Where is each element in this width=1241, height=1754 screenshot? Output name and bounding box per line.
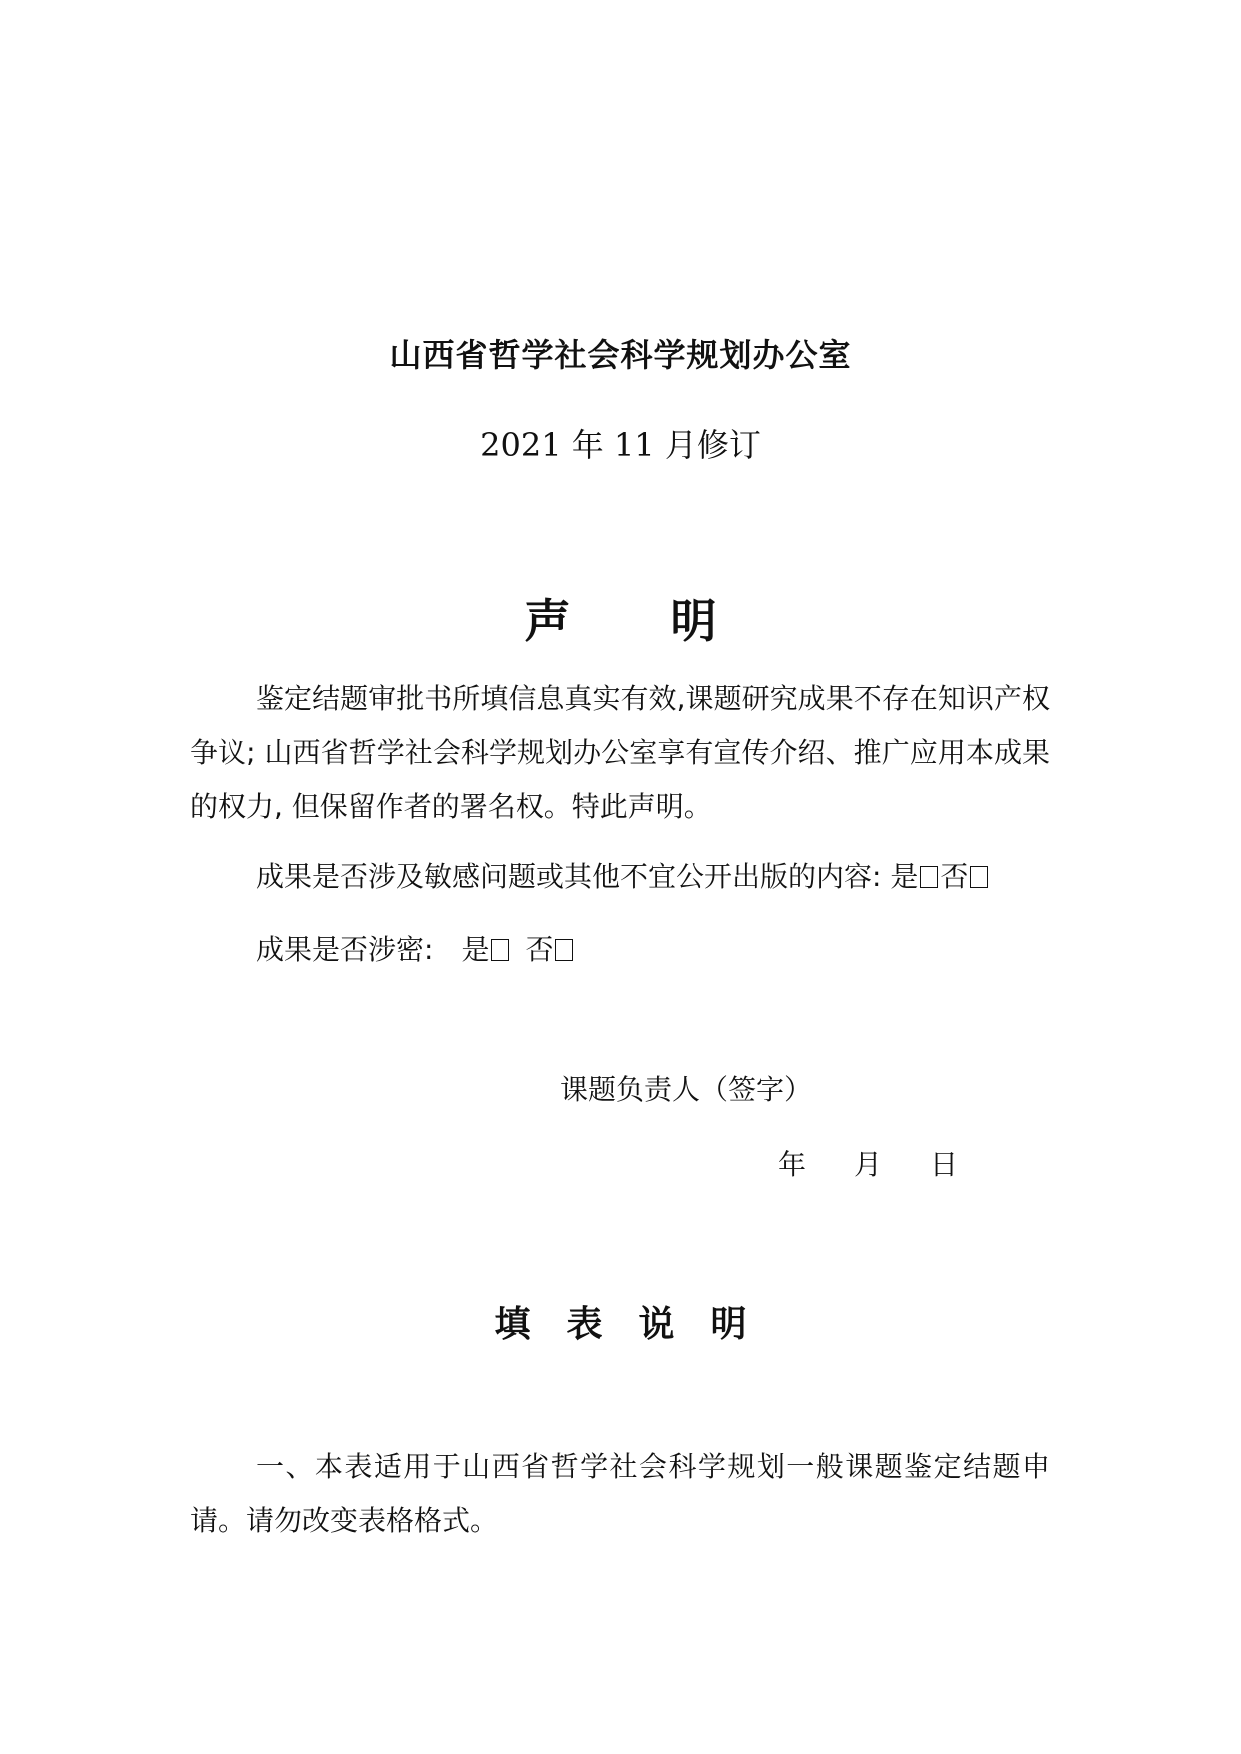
classified-yes-label: 是 (461, 933, 490, 966)
revision-date: 2021 年 11 月修订 (480, 426, 761, 464)
office-name: 山西省哲学社会科学规划办公室 (389, 336, 852, 374)
classified-no-label: 否 (525, 933, 554, 966)
sensitive-question-label: 成果是否涉及敏感问题或其他不宜公开出版的内容: (256, 860, 882, 893)
classified-question-label: 成果是否涉密: (256, 933, 434, 966)
classified-question (256, 928, 575, 968)
classified-yes-checkbox[interactable] (491, 939, 509, 961)
date-day-label: 日 (930, 1148, 959, 1181)
sensitive-content-question (256, 855, 990, 895)
declaration-title: 声明 (524, 594, 817, 648)
signer-label: 课题负责人（签字） (560, 1073, 813, 1106)
signature-date (778, 1143, 958, 1183)
sensitive-no-label: 否 (940, 860, 969, 893)
date-year-label: 年 (778, 1148, 807, 1181)
sensitive-no-checkbox[interactable] (970, 866, 988, 888)
sensitive-yes-checkbox[interactable] (920, 866, 938, 888)
declaration-body: 鉴定结题审批书所填信息真实有效,课题研究成果不存在知识产权争议; 山西省哲学社会科学规划办公室享有宣传介绍、推广应用本成果的权力, 但保留作者的署名权。特此声明。 (190, 682, 1050, 823)
date-month-label: 月 (854, 1148, 883, 1181)
classified-no-checkbox[interactable] (555, 939, 573, 961)
sensitive-yes-label: 是 (890, 860, 919, 893)
instructions-title: 填表说明 (494, 1304, 783, 1345)
instruction-item-1: 一、本表适用于山西省哲学社会科学规划一般课题鉴定结题申请。请勿改变表格格式。 (190, 1450, 1050, 1537)
